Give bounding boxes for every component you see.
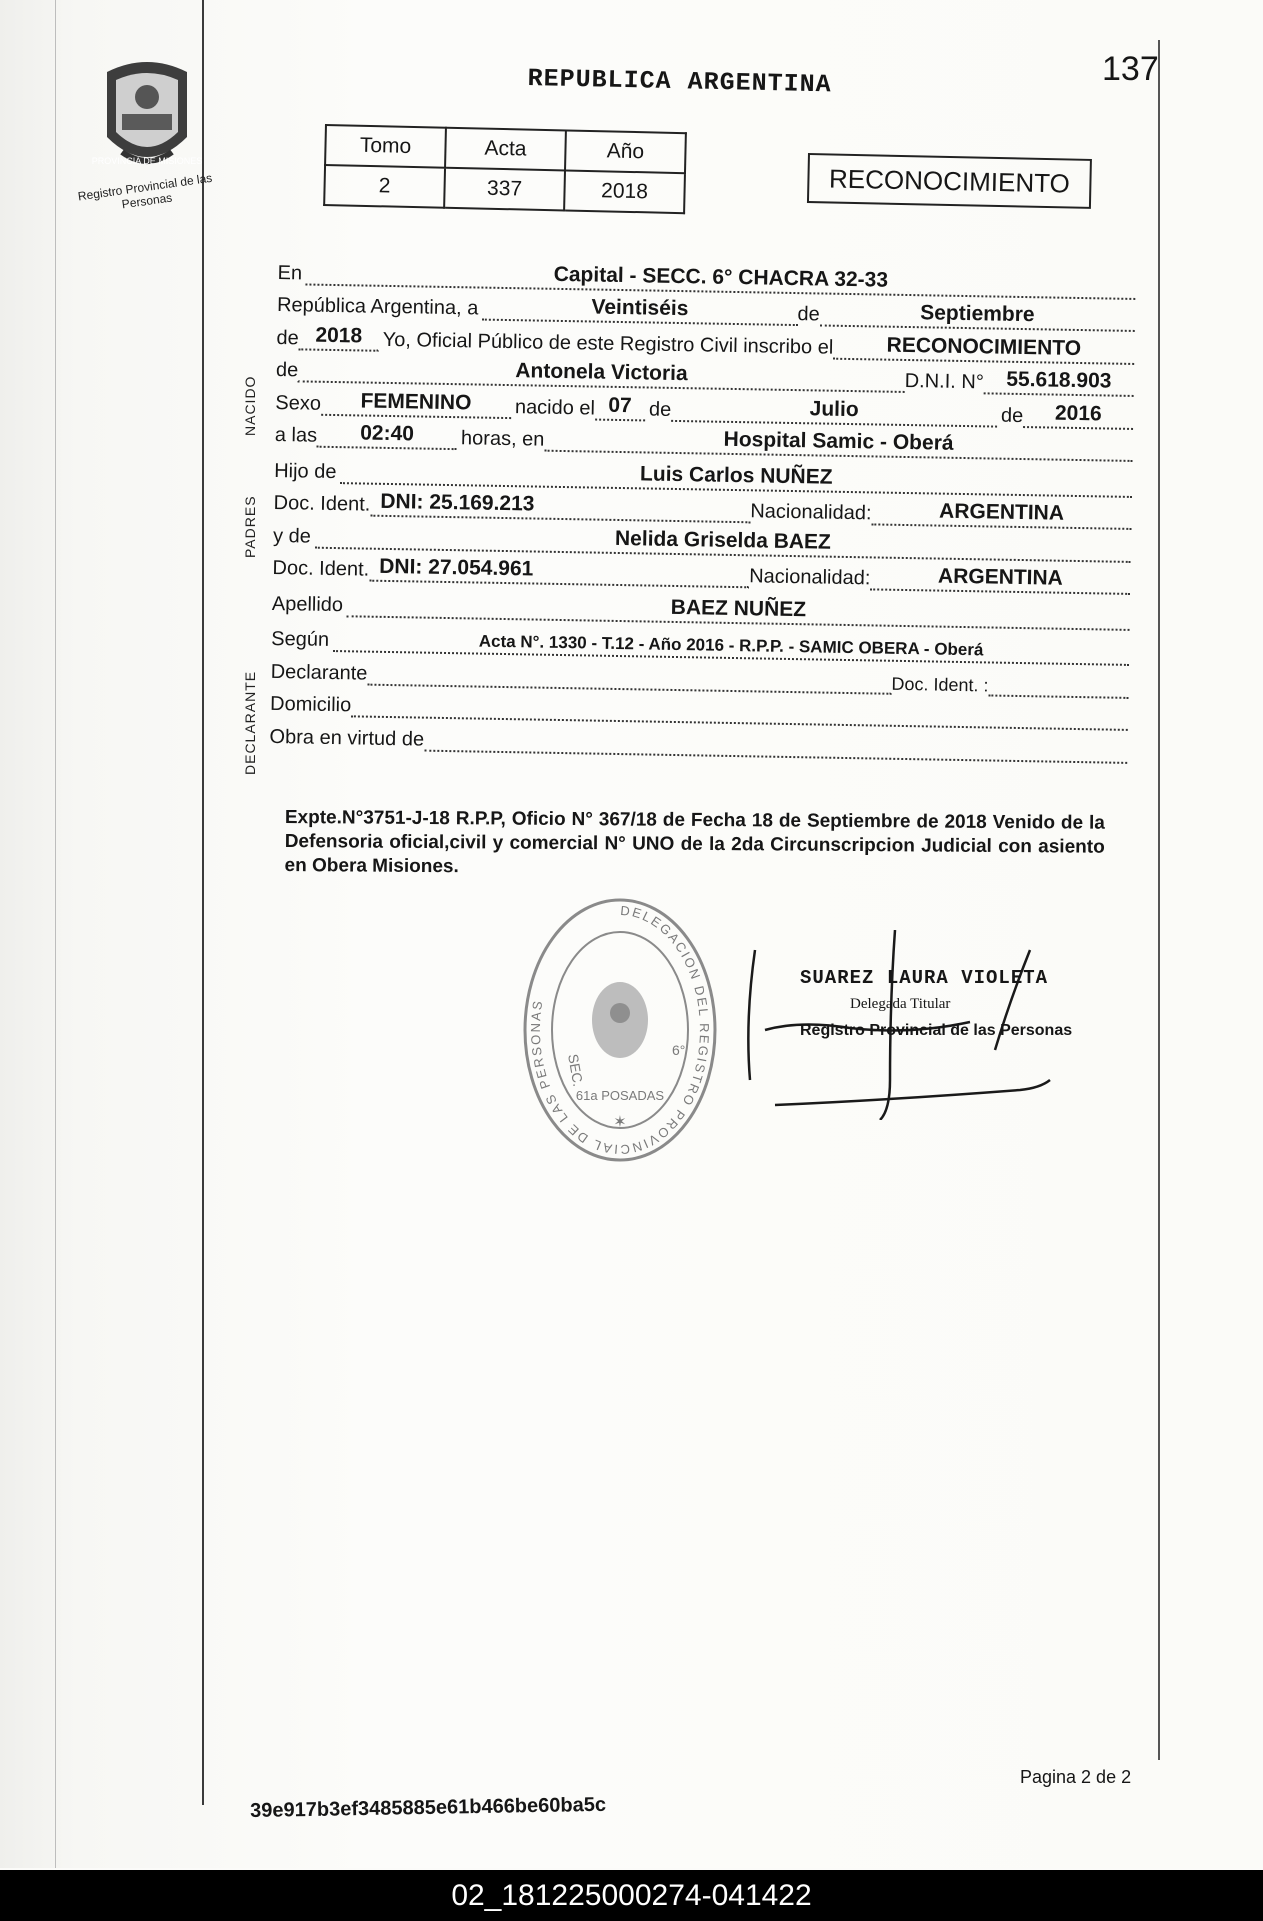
logo-caption: Registro Provincial de las Personas xyxy=(77,170,214,212)
label-de-nombre: de xyxy=(275,358,299,382)
label-a-las: a las xyxy=(274,423,318,447)
label-de-mes: de xyxy=(797,303,820,326)
registry-header-acta: Acta xyxy=(445,128,566,171)
label-y-de: y de xyxy=(272,524,312,548)
signatory-registry: Registro Provincial de las Personas xyxy=(800,1022,1073,1039)
label-oficial-publico: Yo, Oficial Público de este Registro Civil inscribo el xyxy=(382,328,834,359)
label-doc-ident-declarante: Doc. Ident. : xyxy=(891,673,989,695)
registry-value-tomo: 2 xyxy=(324,165,445,208)
scan-id-bar: 02_181225000274-041422 xyxy=(0,1870,1263,1921)
field-doc-padre: DNI: 25.169.213 xyxy=(370,490,750,524)
field-lugar-registro: Capital - SECC. 6° CHACRA 32-33 xyxy=(306,258,1136,299)
label-nacionalidad-madre: Nacionalidad: xyxy=(749,565,871,590)
left-binding-line xyxy=(202,0,204,1805)
registry-table xyxy=(323,124,687,214)
label-hijo-de: Hijo de xyxy=(273,459,337,483)
field-anio-nacimiento: 2016 xyxy=(1023,401,1133,430)
field-nombre: Antonela Victoria xyxy=(298,355,905,393)
label-en: En xyxy=(277,261,303,284)
field-segun: Acta N°. 1330 - T.12 - Año 2016 - R.P.P. - SAMIC OBERA - Oberá xyxy=(333,629,1129,666)
field-nacionalidad-madre: ARGENTINA xyxy=(870,563,1130,595)
field-dia: Veintiséis xyxy=(482,294,798,326)
registry-table-value-row xyxy=(324,165,685,213)
field-anio: 2018 xyxy=(299,323,379,351)
field-mes: Septiembre xyxy=(820,299,1136,331)
field-apellido: BAEZ NUÑEZ xyxy=(347,590,1130,631)
label-domicilio: Domicilio xyxy=(269,692,352,717)
registry-value-acta: 337 xyxy=(444,168,565,211)
birth-record-form xyxy=(269,252,1136,763)
label-segun: Según xyxy=(271,627,330,651)
legal-note: Expte.N°3751-J-18 R.P.P, Oficio N° 367/18 de Fecha 18 de Septiembre de 2018 Venido de la Defensoria oficial,civil y comercial N° UNO de la 2da Circunscripcion Judicial con asiento en Obera Misiones. xyxy=(284,807,1105,878)
signatory-name: SUAREZ LAURA VIOLETA xyxy=(800,967,1049,989)
label-sexo: Sexo xyxy=(275,391,322,415)
field-nacionalidad-padre: ARGENTINA xyxy=(871,498,1131,530)
registry-header-tomo: Tomo xyxy=(325,125,446,168)
seal-bottom-text: 61a POSADAS xyxy=(575,1088,665,1103)
label-republica-argentina: República Argentina, a xyxy=(276,293,479,320)
right-edge-line xyxy=(1158,40,1160,1760)
logo-ribbon-text: PROVINCIA DE MISIONES xyxy=(92,156,202,166)
label-nacido-el: nacido el xyxy=(514,395,596,420)
seal-ring-text: DELEGACION DEL REGISTRO PROVINCIAL DE LAS PERSONAS xyxy=(527,902,712,1158)
field-mes-nacimiento: Julio xyxy=(671,394,997,427)
label-horas-en: horas, en xyxy=(460,427,545,451)
folio-number: 137 xyxy=(1102,50,1159,88)
field-doc-madre: DNI: 27.054.961 xyxy=(369,555,749,589)
field-sexo: FEMENINO xyxy=(321,388,511,418)
label-de-mes-nacimiento: de xyxy=(648,397,672,421)
field-tipo-inscripcion: RECONOCIMIENTO xyxy=(833,332,1135,364)
seal-inner-left: SEC. xyxy=(565,1052,587,1088)
label-doc-ident-madre: Doc. Ident. xyxy=(272,556,370,581)
label-doc-ident-padre: Doc. Ident. xyxy=(273,491,371,516)
side-label-declarante: DECLARANTE xyxy=(242,670,258,775)
label-de-anio: de xyxy=(276,326,299,349)
field-padre: Luis Carlos NUÑEZ xyxy=(340,457,1132,498)
label-declarante: Declarante xyxy=(270,660,368,685)
side-label-padres: PADRES xyxy=(242,495,258,558)
document-hash: 39e917b3ef3485885e61b466be60ba5c xyxy=(250,1793,607,1822)
field-dia-nacimiento: 07 xyxy=(595,393,645,421)
label-nacionalidad-padre: Nacionalidad: xyxy=(750,500,872,525)
field-lugar-nacimiento: Hospital Samic - Oberá xyxy=(544,425,1133,462)
registry-value-anio: 2018 xyxy=(564,170,685,213)
label-de-anio-nacimiento: de xyxy=(1000,404,1024,427)
field-dni: 55.618.903 xyxy=(984,367,1134,397)
pagination-label: Pagina 2 de 2 xyxy=(1020,1767,1132,1787)
field-hora: 02:40 xyxy=(317,421,457,450)
record-type-box: RECONOCIMIENTO xyxy=(807,153,1092,209)
page-title: REPUBLICA ARGENTINA xyxy=(527,64,832,100)
label-obra-en-virtud: Obra en virtud de xyxy=(269,725,425,751)
label-dni: D.N.I. N° xyxy=(904,369,985,394)
label-apellido: Apellido xyxy=(271,592,344,616)
left-outer-line xyxy=(55,0,56,1868)
signatory-role: Delegada Titular xyxy=(850,996,951,1012)
seal-inner-right: 6° xyxy=(672,1042,686,1058)
misiones-coat-of-arms-logo xyxy=(92,52,202,182)
official-seal-stamp xyxy=(520,895,720,1165)
svg-text:✶: ✶ xyxy=(613,1112,627,1131)
registry-header-anio: Año xyxy=(565,130,686,173)
side-label-nacido: NACIDO xyxy=(242,375,258,436)
field-madre: Nelida Griselda BAEZ xyxy=(315,521,1132,562)
